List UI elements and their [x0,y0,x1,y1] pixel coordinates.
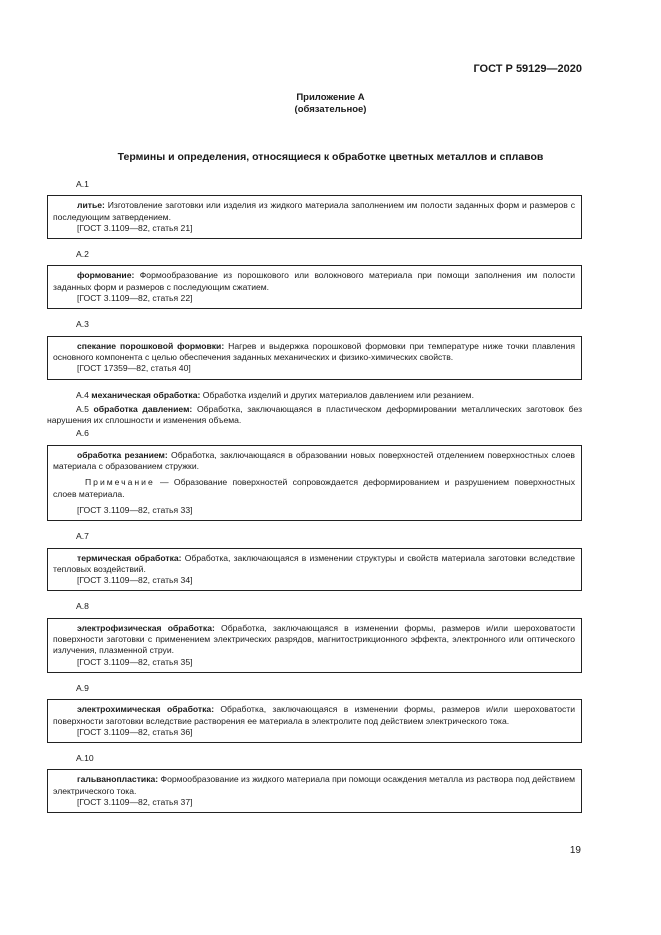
note-label: Примечание [85,477,155,488]
term-box-a10 [47,769,582,813]
page-number: 19 [569,845,581,856]
term-definition [53,623,575,657]
term-box-a9 [47,699,582,743]
term-name: формование: [77,270,135,281]
term-box-a1 [47,195,582,239]
note-text: — Образование поверхностей сопровождается деформированием и разрушением поверхностных слоев материала. [53,477,575,499]
term-name: электрофизическая обработка: [77,622,215,633]
term-name: обработка резанием: [77,449,168,460]
term-definition [53,341,575,364]
definition-text: Обработка, заключающаяся в изменении структуры и свойств материала заготовки вследствие тепловых воздействий. [53,552,576,574]
term-definition [53,200,575,223]
term-definition [53,774,575,797]
entry-number: А.8 [76,601,89,612]
entry-number: А.4 [76,389,89,400]
term-source: [ГОСТ 3.1109—82, статья 36] [77,726,193,737]
entry-number: А.5 [76,403,89,414]
term-entry-a4 [47,390,582,401]
entry-number: А.9 [76,682,89,693]
appendix-heading [0,92,661,116]
term-box-a3 [47,336,582,380]
term-box-a6 [47,445,582,521]
term-source: [ГОСТ 17359—82, статья 40] [77,363,191,374]
term-source: [ГОСТ 3.1109—82, статья 34] [77,575,193,586]
term-name: обработка давлением: [93,403,193,414]
term-name: спекание порошковой формовки: [77,340,225,351]
term-box-a7 [47,548,582,592]
definition-text: Обработка, заключающаяся в изменении формы, размеров и/или шероховатости поверхности заготовки с применением электрических разрядов, магнитострикционного эффекта, электронного или оптического излучения, плазменной струи. [53,622,575,656]
terms-list [47,179,582,823]
document-standard-header: ГОСТ Р 59129—2020 [473,63,582,75]
term-definition [53,553,575,576]
entry-number: А.2 [76,249,89,260]
term-name: механическая обработка: [91,389,201,400]
definition-text: Формообразование из жидкого материала при помощи осаждения металла из раствора под действием электрического тока. [53,774,576,796]
term-entry-a5 [47,404,582,427]
entry-number: А.1 [76,179,89,189]
term-source: [ГОСТ 3.1109—82, статья 37] [77,796,193,807]
definition-text: Обработка, заключающаяся в образовании новых поверхностей отделением поверхностных слоев материала с образованием стружки. [53,449,576,472]
definition-text: Изготовление заготовки или изделия из жидкого материала заполнением им полости заданных форм и размеров с последующим затвердением. [53,200,575,222]
entry-number: А.3 [76,319,89,330]
definition-text: Обработка, заключающаяся в изменении формы, размеров и/или шероховатости поверхности заготовки вследствие растворения ее материала в электролите под действием электрического тока. [53,704,576,726]
definition-text: Нагрев и выдержка порошковой формовки при температуре ниже точки плавления основного компонента с целью обеспечения заданных механических и физико-химических свойств. [53,340,575,362]
term-source: [ГОСТ 3.1109—82, статья 21] [77,222,193,233]
definition-text: Формообразование из порошкового или волокнового материала при помощи заполнения им полости заданных форм и размеров с последующим сжатием. [53,270,576,292]
term-name: термическая обработка: [77,552,182,563]
entry-number: А.10 [76,753,94,764]
entry-number: А.6 [76,428,89,439]
term-definition [53,704,575,727]
appendix-subtitle: (обязательное) [294,104,367,115]
term-name: литье: [77,200,105,211]
term-box-a2 [47,265,582,309]
term-note [53,477,575,500]
appendix-title: Приложение А [296,92,365,103]
definition-text: Обработка изделий и других материалов давлением или резанием. [202,389,474,400]
entry-number: А.7 [76,531,89,542]
term-definition [53,450,575,473]
term-source: [ГОСТ 3.1109—82, статья 35] [77,656,193,667]
section-title: Термины и определения, относящиеся к обработке цветных металлов и сплавов [117,151,544,163]
term-source: [ГОСТ 3.1109—82, статья 22] [77,293,193,304]
term-source: [ГОСТ 3.1109—82, статья 33] [77,504,193,515]
term-name: электрохимическая обработка: [77,704,215,715]
term-definition [53,270,575,293]
definition-text: Обработка, заключающаяся в пластическом деформировании металлических заготовок без нарушения их сплошности и изменения объема. [47,403,583,426]
term-box-a8 [47,618,582,673]
term-name: гальванопластика: [77,774,159,785]
